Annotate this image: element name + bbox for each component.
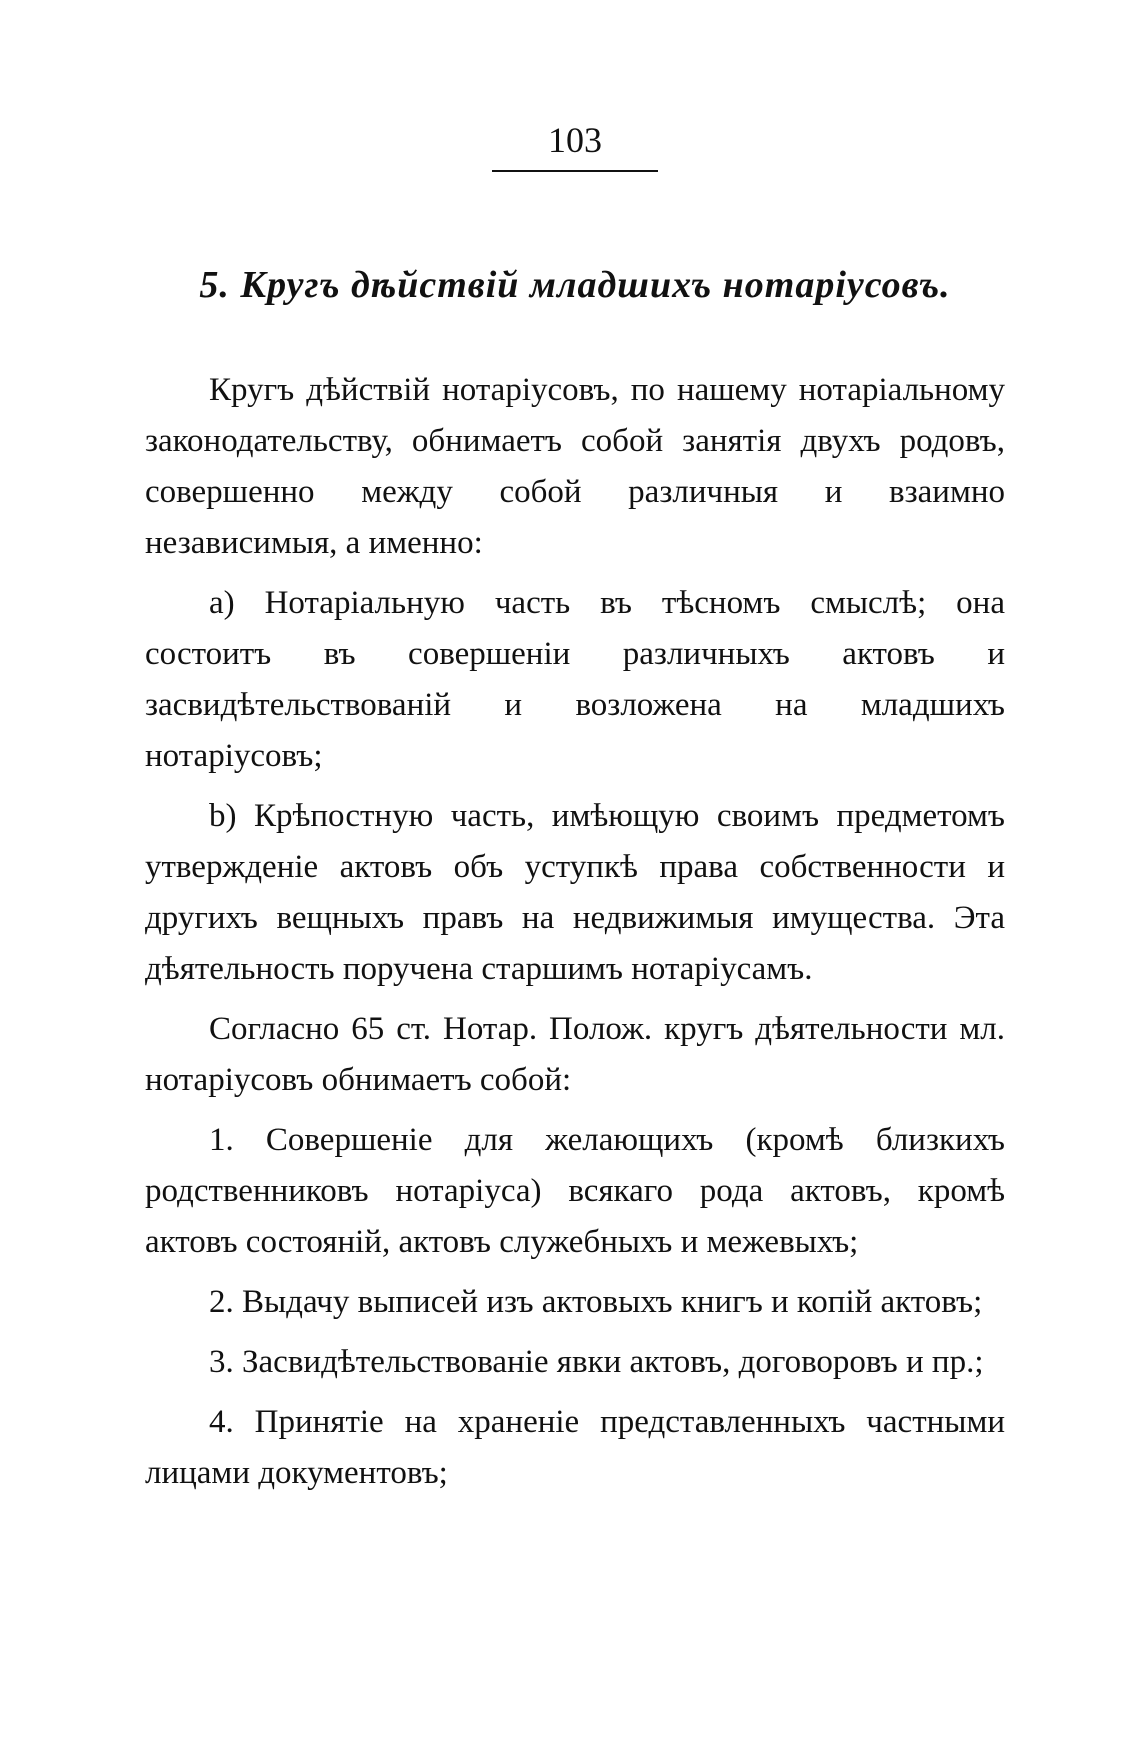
paragraph-item-a: a) Нотаріальную часть въ тѣсномъ смыслѣ; она состоитъ въ совершеніи различныхъ актовъ и засвидѣтельствованій и возложена на младшихъ нотаріусовъ; [145, 585, 1005, 774]
paragraph-intro: Кругъ дѣйствій нотаріусовъ, по нашему нотаріальному законодательству, обнимаетъ собой занятія двухъ родовъ, совершенно между собой различныя и взаимно независимыя, а именно: [145, 372, 1005, 561]
section-heading: 5. Кругъ дѣйствій младшихъ нотаріусовъ. [199, 264, 951, 306]
paragraph-item-b: b) Крѣпостную часть, имѣющую своимъ предметомъ утвержденіе актовъ объ уступкѣ права собственности и другихъ вещныхъ правъ на недвижимыя имущества. Эта дѣятельность поручена старшимъ нотаріусамъ. [145, 798, 1005, 987]
list-item-1: 1. Совершеніе для желающихъ (кромѣ близкихъ родственниковъ нотаріуса) всякаго рода актовъ, кромѣ актовъ состояній, актовъ служебныхъ и межевыхъ; [145, 1122, 1005, 1260]
page-number-rule [492, 170, 658, 172]
list-item-3: 3. Засвидѣтельствованіе явки актовъ, договоровъ и пр.; [209, 1344, 984, 1380]
list-item-4: 4. Принятіе на храненіе представленныхъ частными лицами документовъ; [145, 1404, 1005, 1491]
page-number: 103 [548, 120, 602, 160]
list-item-2: 2. Выдачу выписей изъ актовыхъ книгъ и копій актовъ; [209, 1284, 983, 1320]
paragraph-article-65: Согласно 65 ст. Нотар. Полож. кругъ дѣятельности мл. нотаріусовъ обнимаетъ собой: [145, 1011, 1005, 1098]
body-text [145, 365, 1005, 1499]
